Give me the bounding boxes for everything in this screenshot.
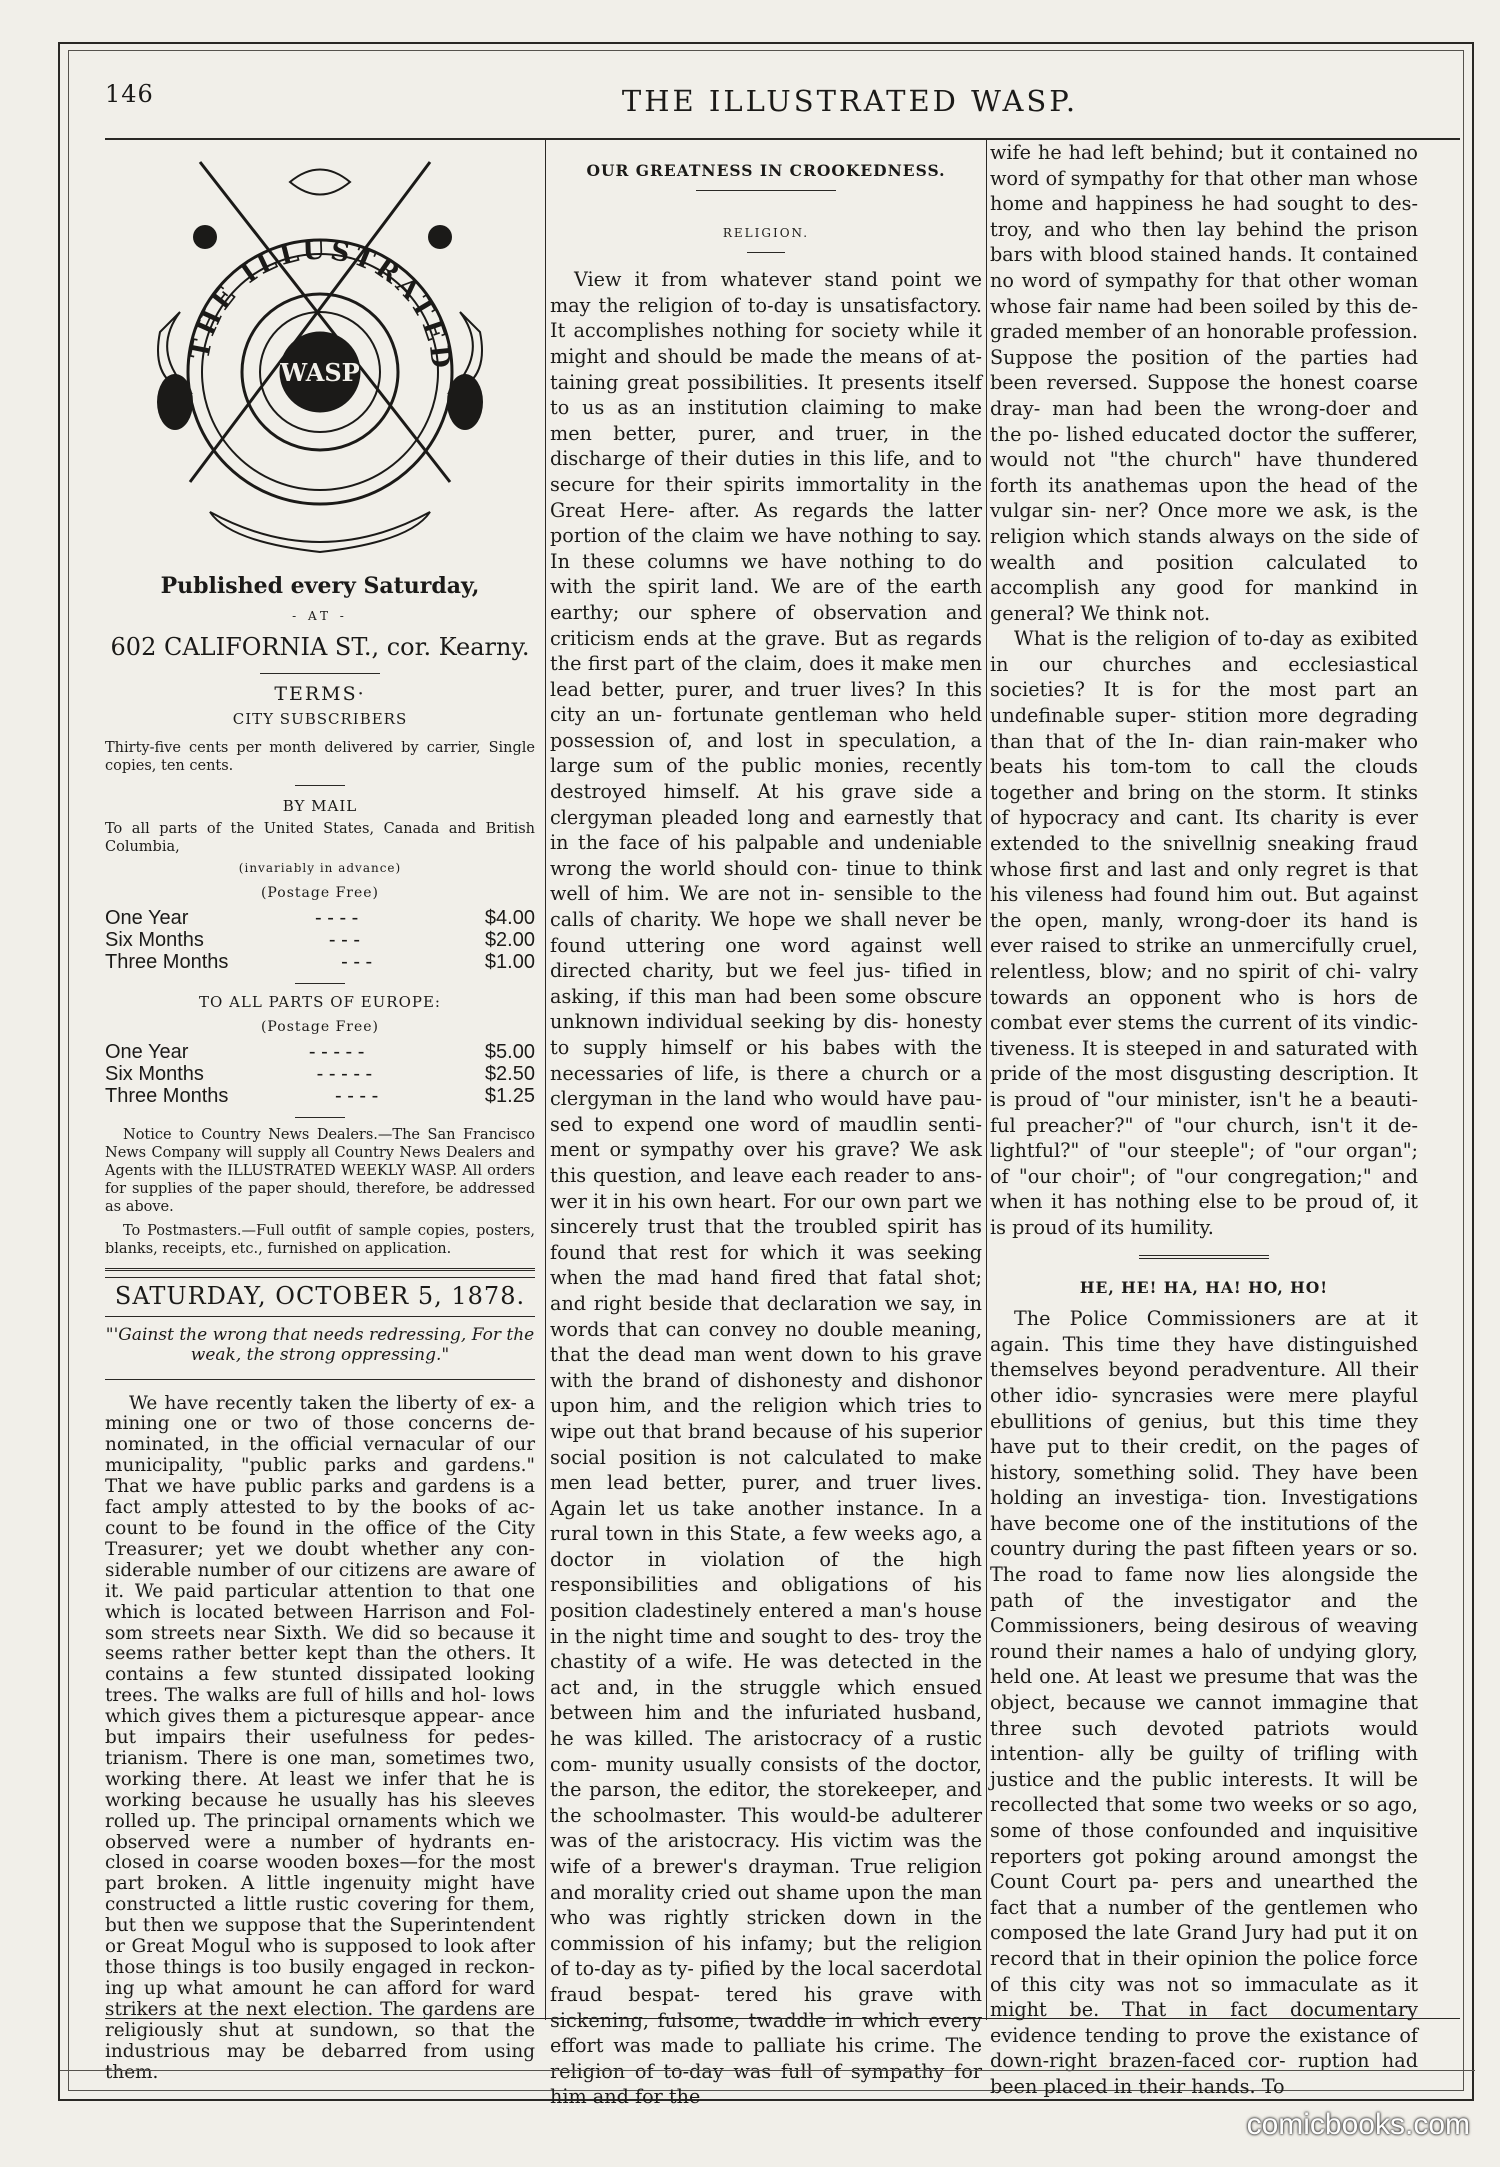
article-paragraph: View it from whatever stand point we may the religion of to-day is unsatisfactory. It accomplishes nothing for society while it might and should be made the means of at- taining great possibilities. It presents itself to us as an institution claiming to make men better, purer, and truer, in the discharge of their duties in this life, and to secure for their spirits immortality in the Great Here- after. As regards the latter portion of the claim we have nothing to say. In these columns we have nothing to do with the spirit land. We are of the earth earthy; our sphere of observation and criticism ends at the grave. But as regards the first part of the claim, does it make men lead better, purer, and truer lives? In this city an un- fortunate gentleman who held possession of, and lost in speculation, a large sum of the public monies, recently destroyed himself. At his grave side a clergyman pleaded long and earnestly that in the face of his palpable and undeniable wrong the world should con- tinue to think well of him. We are not in- sensible to the calls of charity. We hope we shall never be found uttering one word against well directed charity, but we feel jus- tified in asking, if this man had been some obscure unknown individual seeking by dis- honesty to supply himself or his babes with the necessaries of life, is there a church or a clergyman in the land who would have pau- sed to expend one word of maudlin senti- ment or sympathy over his grave? We ask this question, and leave each reader to ans- wer it in his own heart. For our own part we sincerely trust that the troubled spirit has found that rest for which it was seeking when the mad hand fired that fatal shot; and right beside that declaration we say, in words that can convey no double meaning, that the dead man went down to his grave with the brand of dishonesty and dishonor upon him, and the religion which tries to wipe out that brand because of his superior social position is not calculated to make men lead better, purer, and truer lives. Again let us take another instance. In a rural town in this State, a few weeks ago, a doctor in violation of the high responsibilities and obligations of his position cladestinely entered a man's house in the night time and sought to des- troy the chastity of a wife. He was detected in the act and, in the struggle which ensued between him and the infuriated husband, he was killed. The aristocracy of a rustic com- munity usually consists of the doctor, the parson, the editor, the storekeeper, and the schoolmaster. This would-be adulterer was of the aristocracy. His victim was the wife of a brewer's drayman. True religion and morality cried out shame upon the man who was rightly stricken down in the commission of his infamy; but the religion of to-day as ty- pified by the local sacerdotal fraud bespat- tered his grave with sickening, fulsome, twaddle in which every effort was made to palliate his crime. The religion of to-day was full of sympathy for him and for the (550, 268, 982, 2109)
price-row: Three Months - - - - $1.25 (105, 1084, 535, 1107)
europe-price-list (105, 1041, 535, 1107)
article-paragraph: wife he had left behind; but it contained no word of sympathy for that other man whose home and happiness he had sought to des- troy, and who then lay behind the prison bars with blood stained hands. It contained no word of sympathy for that other woman whose fair name had been soiled by this de- graded member of an honorable profession. Suppose the position of the parties had been reversed. Suppose the honest coarse dray- man had been the wrong-doer and the po- lished educated doctor the sufferer, would not "the church" have thundered forth its anathemas upon the head of the vulgar sin- ner? Once more we ask, is the religion which stands always on the side of wealth and position calculated to accomplish any good for mankind in general? We think not. (990, 141, 1418, 625)
motto: "'Gainst the wrong that needs redressing, For the weak, the strong oppressing." (105, 1324, 535, 1365)
divider (747, 252, 785, 253)
invariably-note: (invariably in advance) (238, 860, 402, 875)
article-title: HE, HE! HA, HA! HO, HO! (1079, 1277, 1329, 1297)
middle-column (550, 140, 982, 2110)
price-row: Six Months - - - - - $2.50 (105, 1062, 535, 1085)
at-line: - AT - (292, 608, 348, 623)
column-divider (545, 140, 546, 2020)
left-column (105, 148, 535, 2083)
published-line: Published every Saturday, (160, 573, 480, 599)
divider (696, 190, 836, 191)
divider (1139, 1255, 1269, 1261)
editorial-paragraph: We have recently taken the liberty of ex- a mining one or two of those concerns de- nominated, in the official vernacular of our municipality, "public parks and gardens." That we have public parks and gardens is a fact amply attested to by the books of ac- count to be found in the office of the City Treasurer; yet we doubt whether any con- siderable number of our citizens are aware of it. We paid particular attention to that one which is located between Harrison and Fol- som streets near Sixth. We did so because it seems rather better kept than the others. It contains a few stunted dissipated looking trees. The walks are full of hills and hol- lows which gives them a picturesque appear- ance but impairs their usefulness for pedes- trianism. There is one man, sometimes two, working there. At least we infer that he is working because he usually has his sleeves rolled up. The principal ornaments which we observed were a number of hydrants en- closed in coarse wooden boxes—for the most part broken. A little ingenuity might have constructed a little rustic covering for them, but then we suppose that the Superintendent or Great Mogul who is supposed to look after those things is too busily engaged in reckon- ing up what amount he can afford for ward strikers at the next election. The gardens are religiously shut at sundown, so that the industrious may be debarred from using them. (105, 1392, 535, 2083)
europe-postage-note: (Postage Free) (260, 1019, 380, 1036)
page-number: 146 (105, 80, 154, 108)
article-paragraph: What is the religion of to-day as exibited in our churches and ecclesiastical societies? It is for the most part an undefinable super- stition more degrading than that of the In- dian rain-maker who beats his tom-tom to call the clouds together and bring on the storm. It stinks of hypocracy and cant. Its charity is ever extended to the snivellnig sneaking fraud whose first and last and only regret is that his vileness had found him out. But against the open, manly, wrong-doer its hand is ever raised to strike an unmercifully cruel, relentless, blow; and no spirit of chi- valry towards an opponent who is hors de combat ever stems the current of its vindic- tiveness. It is steeped in and saturated with pride of the most disgusting description. It is proud of "our minister, isn't he a beauti- ful preacher?" of "our church, isn't it de- lightful?" of "our steeple"; of "our organ"; of "our choir"; of "our congregation;" and when it has nothing else to be proud of, it is proud of its humility. (990, 627, 1418, 1239)
notice-postmasters: To Postmasters.—Full outfit of sample copies, posters, blanks, receipts, etc., furnished on application. (105, 1222, 535, 1257)
issue-date: SATURDAY, OCTOBER 5, 1878. (114, 1281, 526, 1310)
wasp-logo (105, 148, 535, 566)
divider (295, 785, 345, 786)
terms-heading: TERMS· (274, 682, 366, 705)
footer-rule (105, 2018, 1460, 2019)
article-paragraph: The Police Commissioners are at it again. This time they have distinguished themselves beyond peradventure. All their other idio- syncrasies were mere playful ebullitions of genius, but this time they have put to their credit, on the pages of history, something solid. They have been holding an investiga- tion. Investigations have become one of the institutions of the country during the past fifteen years or so. The road to fame now lies alongside the path of the investigator and the Commissioners, being desirous of weaving round their names a halo of undying glory, held one. At least we presume that was the object, because we cannot immagine that three such devoted patriots would intention- ally be guilty of trifling with justice and the public interests. It will be recollected that some two weeks or so ago, some of those confounded and inquisitive reporters got poking around amongst the Count Court pa- pers and unearthed the fact that a number of the gentlemen who composed the late Grand Jury had put it on record that in their opinion the police force of this city was not so immaculate as it might be. That in fact documentary evidence tending to prove the existance of down-right brazen-faced cor- ruption had been placed in their hands. To (990, 1307, 1418, 2098)
divider (105, 1316, 535, 1317)
divider (295, 983, 345, 984)
mail-terms-text: To all parts of the United States, Canada and British Columbia, (105, 820, 535, 855)
divider (260, 673, 380, 674)
watermark: comicbooks.com (1246, 2108, 1470, 2141)
logo-ring-text: THE ILLUSTRATED (185, 235, 456, 374)
address: 602 CALIFORNIA ST., cor. Kearny. (110, 633, 530, 662)
date-rule (105, 1268, 535, 1278)
logo-center-text: WASP (280, 358, 360, 387)
price-row: Three Months - - - $1.00 (105, 950, 535, 973)
article-subtitle: RELIGION. (722, 225, 810, 240)
price-row: One Year - - - - - $5.00 (105, 1040, 535, 1063)
price-row: One Year - - - - $4.00 (105, 906, 535, 929)
by-mail-heading: BY MAIL (282, 796, 358, 815)
article-title: OUR GREATNESS IN CROOKEDNESS. (586, 161, 946, 180)
column-divider (986, 140, 987, 2020)
wasp-emblem-icon (120, 152, 520, 562)
masthead: THE ILLUSTRATED WASP. (621, 84, 1079, 118)
price-row: Six Months - - - $2.00 (105, 928, 535, 951)
divider (105, 1379, 535, 1380)
city-terms-text: Thirty-five cents per month delivered by carrier, Single copies, ten cents. (105, 739, 535, 774)
city-subscribers-heading: CITY SUBSCRIBERS (232, 710, 408, 729)
right-column (990, 140, 1418, 2100)
footer-rule (60, 2070, 1475, 2071)
europe-heading: TO ALL PARTS OF EUROPE: (199, 992, 441, 1011)
us-price-list (105, 907, 535, 973)
divider (295, 1117, 345, 1118)
notice-dealers: Notice to Country News Dealers.—The San Francisco News Company will supply all Country News Dealers and Agents with the ILLUSTRATED WEEKLY WASP. All orders for supplies of the paper should, therefore, be addressed as above. (105, 1126, 535, 1215)
postage-note: (Postage Free) (260, 885, 380, 902)
